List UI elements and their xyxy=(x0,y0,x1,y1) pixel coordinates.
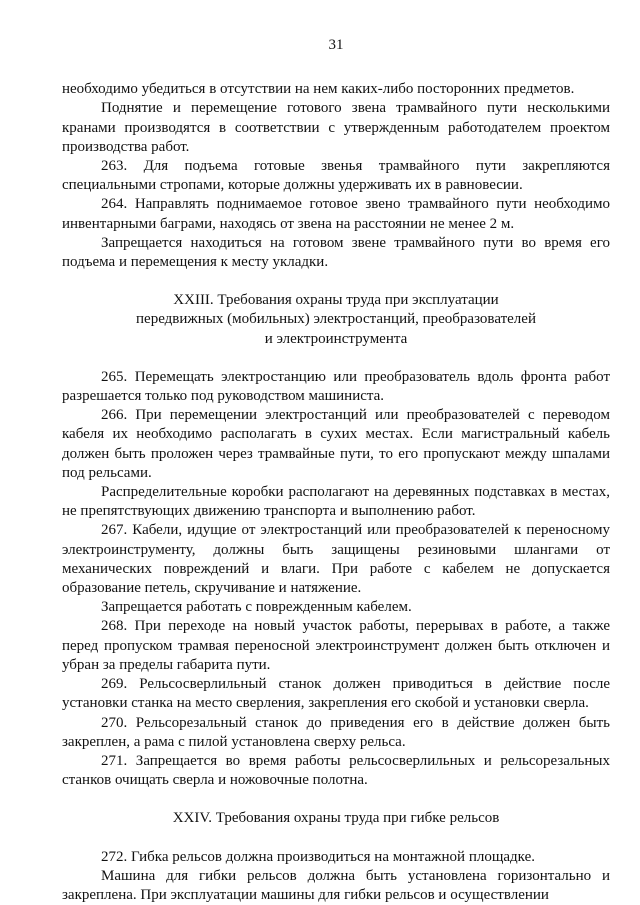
paragraph: Распределительные коробки располагают на деревянных подставках в местах, не препятствующих движению транспорта и выполнению работ. xyxy=(62,484,610,520)
paragraph-270: 270. Рельсорезальный станок до приведения его в действие должен быть закреплен, а рама с пилой установлена сверху рельса. xyxy=(62,714,610,750)
heading-line: XXIII. Требования охраны труда при эксплуатации xyxy=(173,292,499,309)
paragraph-263: 263. Для подъема готовые звенья трамвайного пути закрепляются специальными стропами, которые должны удерживать их в равновесии. xyxy=(62,158,610,194)
paragraph-264: 264. Направлять поднимаемое готовое звено трамвайного пути необходимо инвентарными баграми, находясь от звена на расстоянии не менее 2 м. xyxy=(62,196,610,232)
section-heading-xxiv xyxy=(62,809,610,828)
paragraph: Машина для гибки рельсов должна быть установлена горизонтально и закреплена. При эксплуатации машины для гибки рельсов и осуществлении xyxy=(62,867,610,903)
paragraph-271: 271. Запрещается во время работы рельсосверлильных и рельсорезальных станков очищать сверла и ножовочные полотна. xyxy=(62,752,610,789)
paragraph-266: 266. При перемещении электростанций или преобразователей с переводом кабеля их необходимо располагать в сухих местах. Если магистральный кабель должен быть проложен через трамвайные пути, то его пропускают между шпалами под рельсами. xyxy=(62,407,610,481)
heading-line: XXIV. Требования охраны труда при гибке рельсов xyxy=(172,810,500,827)
heading-line: передвижных (мобильных) электростанций, преобразователей xyxy=(136,311,536,328)
paragraph-272: 272. Гибка рельсов должна производиться на монтажной площадке. xyxy=(101,848,536,865)
paragraph-267: 267. Кабели, идущие от электростанций или преобразователей к переносному электроинструменту, должны быть защищены резиновыми шлангами от механических повреждений и влаги. При работе с кабелем не допускается образование петель, скручивание и натяжение. xyxy=(62,522,610,597)
paragraph-265: 265. Перемещать электростанцию или преобразователь вдоль фронта работ разрешается только под руководством машиниста. xyxy=(62,368,610,405)
paragraph-269: 269. Рельсосверлильный станок должен приводиться в действие после установки станка на место сверления, закрепления его скобой и установки сверла. xyxy=(62,676,610,712)
document-page xyxy=(62,36,610,905)
paragraph: необходимо убедиться в отсутствии на нем каких-либо посторонних предметов. xyxy=(62,81,575,98)
paragraph: Поднятие и перемещение готового звена трамвайного пути несколькими кранами производятся в соответствии с утвержденным работодателем проектом производства работ. xyxy=(62,100,610,155)
section-heading-xxiii xyxy=(62,291,610,349)
paragraph: Запрещается находиться на готовом звене трамвайного пути во время его подъема и перемещения к месту укладки. xyxy=(62,234,610,271)
page-number: 31 xyxy=(328,37,344,53)
paragraph: Запрещается работать с поврежденным кабелем. xyxy=(101,599,412,616)
heading-line: и электроинструмента xyxy=(264,330,408,347)
paragraph-268: 268. При переходе на новый участок работы, перерывах в работе, а также перед пропуском трамвая переносной электроинструмент должен быть отключен и убран за пределы габарита пути. xyxy=(62,618,610,673)
